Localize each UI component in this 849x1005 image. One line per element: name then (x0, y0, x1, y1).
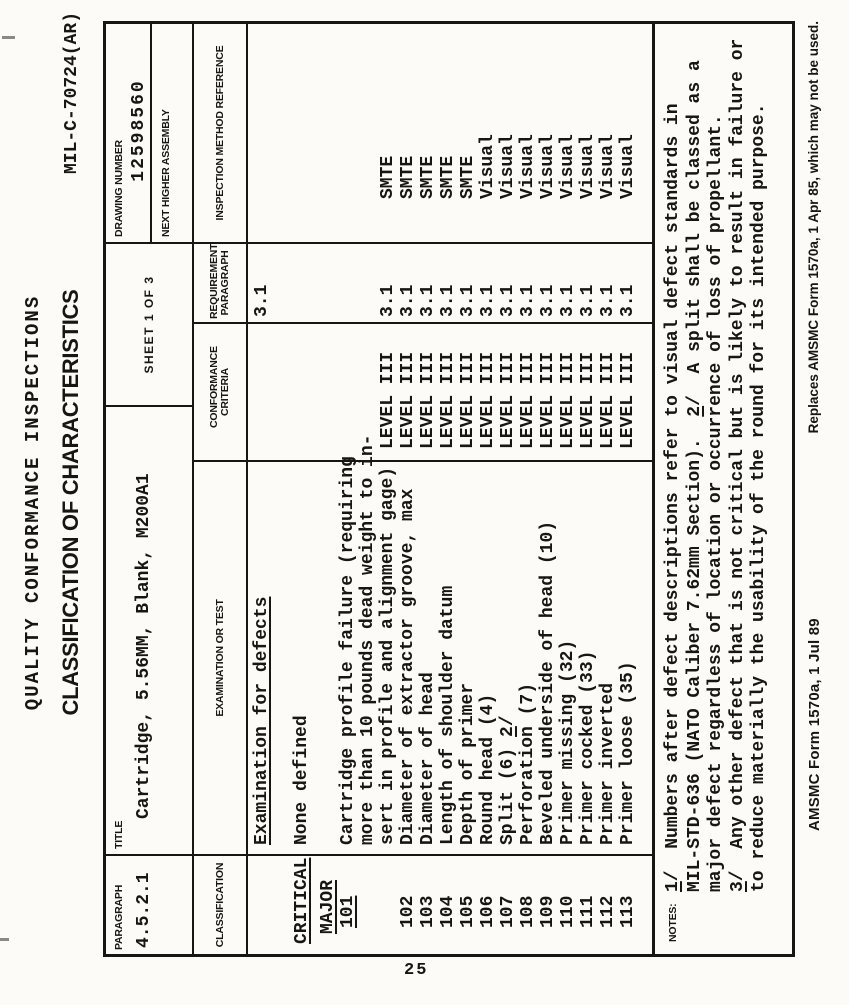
page-heading: QUALITY CONFORMANCE INSPECTIONS (22, 294, 44, 711)
requirement-cell: 3.1 (518, 284, 538, 317)
title-cell (106, 405, 192, 854)
title-row (58, 0, 88, 1005)
conformance-cell: LEVEL III (498, 351, 518, 449)
requirement-cell: 3.1 (498, 284, 518, 317)
method-cell: SMTE (418, 155, 438, 199)
form-footer (806, 21, 823, 957)
defect-row (598, 24, 618, 954)
classification-cell: MAJOR (318, 879, 338, 934)
classification-cell (252, 854, 272, 954)
defect-row (292, 24, 312, 954)
column-header-classification: CLASSIFICATION (194, 854, 246, 954)
requirement-cell (292, 242, 312, 322)
drawing-number-value: 12598560 (129, 79, 149, 182)
sheet-cell (106, 242, 192, 405)
examination-cell: Primer missing (32) (558, 639, 578, 845)
examination-cell: Examination for defects (252, 596, 272, 845)
conformance-cell (358, 322, 378, 460)
requirement-cell: 3.1 (438, 284, 458, 317)
defect-list (248, 24, 652, 954)
note-line: to reduce materially the usability of the round for its intended purpose. (749, 103, 769, 892)
requirement-cell: 3.1 (558, 284, 578, 317)
conformance-cell: LEVEL III (518, 351, 538, 449)
drawing-number-cell (106, 24, 152, 242)
note-line: major defect regardless of location or occurrence of loss of propellant. (706, 114, 726, 892)
column-header-requirement: REQUIREMENT PARAGRAPH (194, 242, 246, 322)
defect-row (538, 24, 558, 954)
classification-cell: CRITICAL (292, 857, 312, 944)
paragraph-label: PARAGRAPH (113, 884, 125, 950)
document-number: MIL-C-70724(AR) (62, 12, 82, 175)
classification-cell: 102 (398, 895, 418, 928)
examination-cell: Diameter of extractor groove, max (398, 488, 418, 845)
requirement-cell: 3.1 (618, 284, 638, 317)
conformance-cell (338, 322, 358, 460)
defect-row (518, 24, 538, 954)
examination-cell: more than 10 pounds dead weight to in- (358, 434, 378, 845)
classification-cell: 110 (558, 895, 578, 928)
conformance-cell: LEVEL III (478, 351, 498, 449)
examination-cell: None defined (292, 715, 312, 845)
requirement-cell (358, 242, 378, 322)
table-header-band-1 (106, 24, 194, 954)
method-cell (292, 24, 312, 242)
requirement-cell: 3.1 (418, 284, 438, 317)
examination-cell: Primer cocked (33) (578, 650, 598, 845)
method-cell: Visual (558, 134, 578, 199)
classification-cell: 112 (598, 895, 618, 928)
examination-cell: Round head (4) (478, 693, 498, 845)
defect-row (358, 24, 378, 954)
defect-row (378, 24, 398, 954)
examination-cell: Primer inverted (598, 682, 618, 845)
conformance-cell: LEVEL III (618, 351, 638, 449)
requirement-cell: 3.1 (398, 284, 418, 317)
next-higher-assembly-label: NEXT HIGHER ASSEMBLY (160, 109, 172, 237)
examination-cell: Perforation (7) (518, 682, 538, 845)
method-cell: Visual (498, 134, 518, 199)
defect-row (478, 24, 498, 954)
classification-cell: 111 (578, 895, 598, 928)
conformance-cell: LEVEL III (558, 351, 578, 449)
form-title: CLASSIFICATION OF CHARACTERISTICS (58, 289, 83, 716)
requirement-cell: 3.1 (458, 284, 478, 317)
conformance-cell: LEVEL III (538, 351, 558, 449)
defect-row (618, 24, 638, 954)
requirement-cell: 3.1 (578, 284, 598, 317)
notes-label: NOTES: (667, 903, 679, 942)
defect-row (458, 24, 478, 954)
examination-cell (318, 460, 338, 854)
paragraph-value: 4.5.2.1 (134, 872, 154, 948)
examination-cell: Cartridge profile failure (requiring (338, 456, 358, 845)
conformance-cell: LEVEL III (398, 351, 418, 449)
conformance-cell: LEVEL III (438, 351, 458, 449)
classification-cell: 113 (618, 895, 638, 928)
requirement-cell (338, 242, 358, 322)
requirement-cell: 3.1 (378, 284, 398, 317)
defect-row (558, 24, 578, 954)
notes-section (652, 24, 792, 954)
requirement-cell (318, 242, 338, 322)
method-cell (358, 24, 378, 242)
defect-row (252, 24, 272, 954)
classification-cell: 105 (458, 895, 478, 928)
method-cell: Visual (618, 134, 638, 199)
note-line: 1/ Numbers after defect descriptions refer to visual defect standards in (663, 103, 683, 892)
conformance-cell: LEVEL III (378, 351, 398, 449)
defect-row (418, 24, 438, 954)
examination-cell: sert in profile and alignment gage) (378, 466, 398, 845)
column-header-conformance: CONFORMANCE CRITERIA (194, 322, 246, 460)
examination-cell: Split (6) 2/ (498, 715, 518, 845)
column-header-inspection-method: INSPECTION METHOD REFERENCE (213, 45, 226, 221)
defect-row (338, 24, 358, 954)
method-cell (338, 24, 358, 242)
sheet-value: SHEET 1 OF 3 (142, 275, 156, 374)
method-cell: Visual (518, 134, 538, 199)
conformance-cell (318, 322, 338, 460)
conformance-cell: LEVEL III (418, 351, 438, 449)
method-cell (318, 24, 338, 242)
conformance-cell: LEVEL III (458, 351, 478, 449)
defect-row (438, 24, 458, 954)
column-header-row (194, 24, 248, 954)
notes-lines (663, 39, 792, 892)
method-cell: SMTE (458, 155, 478, 199)
drawing-number-block (106, 24, 192, 242)
examination-cell: Beveled underside of head (10) (538, 520, 558, 845)
requirement-cell: 3.1 (252, 284, 272, 317)
classification-table (103, 21, 795, 957)
examination-cell: Depth of primer (458, 682, 478, 845)
page-number: 25 (404, 961, 429, 980)
note-line: MIL-STD-636 (NATO Caliber 7.62mm Section). 2/ A split shall be classed as a (684, 60, 705, 892)
method-cell (252, 24, 272, 242)
classification-cell: 107 (498, 895, 518, 928)
drawing-number-label: DRAWING NUMBER (113, 140, 125, 237)
conformance-cell: LEVEL III (578, 351, 598, 449)
method-cell: Visual (578, 134, 598, 199)
defect-row (318, 24, 338, 954)
method-cell: Visual (478, 134, 498, 199)
examination-cell: Diameter of head (418, 672, 438, 845)
requirement-cell: 3.1 (478, 284, 498, 317)
column-header-examination: EXAMINATION OR TEST (194, 460, 246, 854)
classification-cell: 106 (478, 895, 498, 928)
title-label: TITLE (113, 820, 125, 849)
classification-cell (358, 854, 378, 954)
conformance-cell (252, 322, 272, 460)
classification-cell (378, 854, 398, 954)
defect-row (398, 24, 418, 954)
classification-cell: 108 (518, 895, 538, 928)
conformance-cell: LEVEL III (598, 351, 618, 449)
requirement-cell: 3.1 (538, 284, 558, 317)
classification-cell: 101 (338, 895, 358, 928)
defect-row (578, 24, 598, 954)
method-cell: SMTE (438, 155, 458, 199)
examination-cell: Primer loose (35) (618, 661, 638, 845)
examination-cell: Length of shoulder datum (438, 585, 458, 845)
next-higher-assembly-cell (152, 24, 192, 242)
defect-row (498, 24, 518, 954)
classification-cell: 103 (418, 895, 438, 928)
classification-cell: 104 (438, 895, 458, 928)
form-id: AMSMC Form 1570a, 1 Jul 89 (806, 618, 823, 831)
conformance-cell (292, 322, 312, 460)
method-cell: Visual (538, 134, 558, 199)
requirement-cell: 3.1 (598, 284, 618, 317)
method-cell: Visual (598, 134, 618, 199)
paragraph-cell (106, 854, 192, 954)
form-replaces-note: Replaces AMSMC Form 1570a, 1 Apr 85, which may not be used. (806, 21, 821, 434)
method-cell: SMTE (398, 155, 418, 199)
method-cell: SMTE (378, 155, 398, 199)
note-line: 3/ Any other defect that is not critical but is likely to result in failure or (727, 38, 748, 892)
title-value: Cartridge, 5.56MM, Blank, M200A1 (134, 473, 154, 819)
classification-cell: 109 (538, 895, 558, 928)
